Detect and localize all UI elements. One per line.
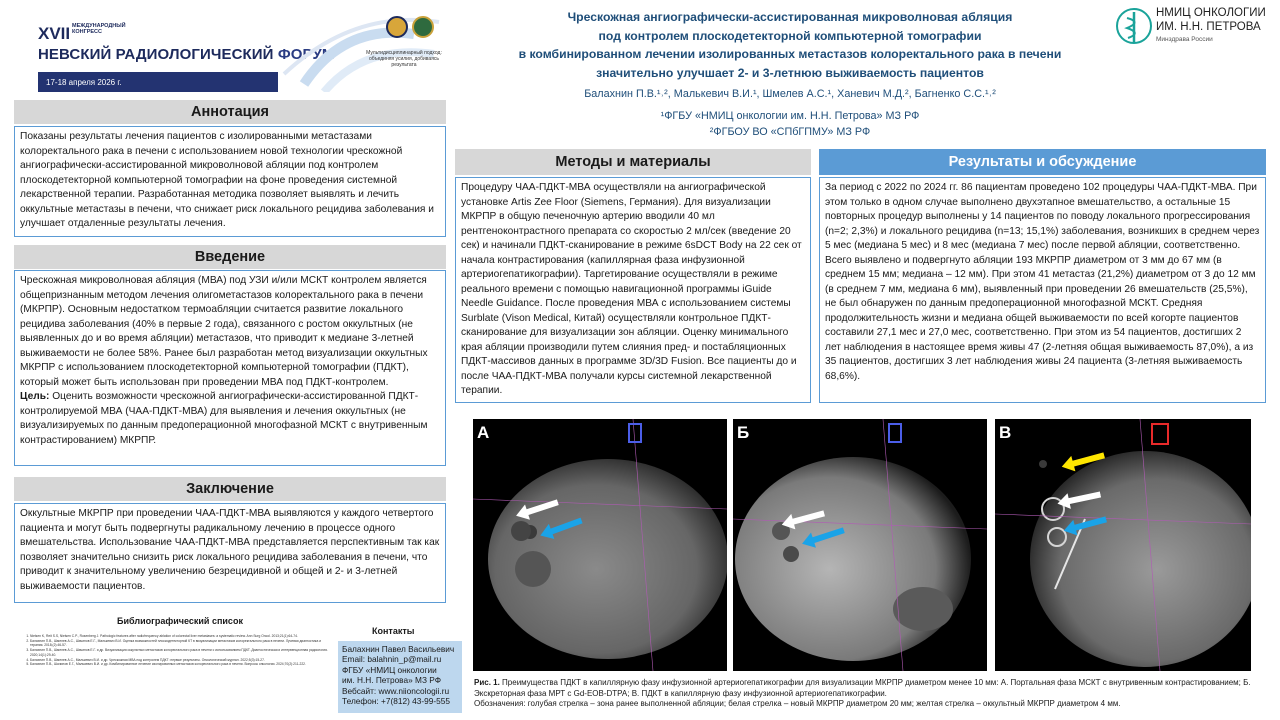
title-line: Чрескожная ангиографически-ассистированная микроволновая абляция [567, 10, 1013, 24]
contact-org-line1: ФГБУ «НМИЦ онкологии [342, 664, 437, 675]
logo-line-3: Минздрава России [1156, 36, 1213, 43]
figure-panel-b [733, 419, 987, 671]
goal-text: Оценить возможности чрескожной ангиографически-ассистированной ПДКТ-контролируемой МВА (ЧАА-ПДКТ-МВА) для выявления и лечения оккультных (не визуализируемых по данным предоперационной многофазной МСКТ с внутривенным контрастированием) МКРПР. [20, 391, 428, 446]
congress-banner [14, 10, 446, 92]
bibliography-item: 5. Балахнин П.В., Шачинов Е.Г., Малькевич В.И. и др. Комбинированное лечение изолированных метастазов колоректального рака в печени. Вопросы онкологии. 2024;70(2):211-222. [30, 662, 332, 667]
congress-number: XVII [38, 24, 71, 43]
annotation-text: Показаны результаты лечения пациентов с изолированными метастазами колоректального рака в печени с использованием новой технологии чрескожной ангиографически-ассистированной микроволновой абляции под контролем плоскодетекторной компьютерной томографии на фоне проведения системной лекарственной терапии. Разработанная методика позволяет выявлять и лечить оккультные метастазы в печени, что снижает риск локального рецидива заболевания и улучшает отдаленные результаты лечения. [14, 126, 446, 237]
intro-text: Чрескожная микроволновая абляция (МВА) под УЗИ и/или МСКТ контролем является общепризнанным методом лечения олигометастазов колоректального рака в печени (МКРПР). Основным недостатком термоабляции считается развитие локального рецидива заболевания (40% в первые 2 года), связанного с ростом оккультных (не выявленных до и во время абляции) метастазов, что приводит к медиане 3-летней выживаемости не более 58%. Ранее был разработан метод визуализации оккультных МКРПР с использованием плоскодетекторной компьютерной томографии (ПДКТ), который может быть использован при проведении МВА под ПДКТ-контролем. [20, 275, 428, 388]
intro-heading: Введение [14, 245, 446, 269]
congress-date: 17-18 апреля 2026 г. [38, 72, 278, 92]
panel-label-c: В [999, 423, 1012, 442]
bibliography-item: 4. Балахнин П.В., Шмелев А.С., Малькевич В.И. и др. Чрескожная МВА под контролем ПДКТ: первые результаты. Онкологический журнал. 2022;5(3):15-27. [30, 658, 332, 663]
institute-logo [1112, 4, 1280, 46]
figure-panel-c [995, 419, 1251, 671]
bibliography-list [20, 634, 332, 667]
contact-org-line2: им. Н.Н. Петрова» МЗ РФ [342, 675, 442, 686]
results-text: За период с 2022 по 2024 гг. 86 пациентам проведено 102 процедуры ЧАА-ПДКТ-МВА. При этом только в одном случае выполнено двухэтапное вмешательство, а остальные 15 повторных процедур выполнены у 14 пациентов по поводу локального прогрессирования (n=2; 2,3%) и локального рецидива (n=13; 15,1%) заболевания, возникших в среднем через 5 мес (медиана 5 мес) и 8 мес (медиана 7 мес) после первой абляции, соответственно. Всего выявлено и подвергнуто абляции 193 МКРПР диаметром от 3 мм до 67 мм (в среднем 15 мм; медиана – 12 мм). При этом 41 метастаз (21,2%) диаметром от 3 до 12 мм (в среднем 7 мм, медиана 6 мм), выявленный при проведении 26 вмешательств (25,5%), не был обнаружен по данным предоперационной многофазной МСКТ. Средняя продолжительность жизни и медиана общей выживаемости по всей когорте пациентов составили 27,1 мес и 27,0 мес, соответственно. При этом из 54 пациентов, достигших 2 лет наблюдения в настоящее время живы 47 (2-летняя общая выживаемость 87,0%), а из 35 пациентов, достигших 3 лет наблюдения живы 24 пациента (3-летняя выживаемость 68,6%). [819, 177, 1266, 403]
panel-label-a: А [477, 423, 490, 442]
society-seal-icon [412, 16, 434, 38]
cube-orientation-icon [888, 423, 902, 443]
forum-title-part2: ФОРУМ [277, 46, 335, 63]
contacts-heading: Контакты [372, 626, 415, 636]
contact-website[interactable]: Вебсайт: www.niioncologii.ru [342, 685, 450, 696]
intro-text-box [14, 270, 446, 466]
caduceus-icon [1116, 6, 1152, 46]
caption-prefix: Рис. 1. [474, 678, 500, 687]
ct-liver-image [473, 419, 727, 671]
logo-line-2: ИМ. Н.Н. ПЕТРОВА [1156, 21, 1261, 33]
bibliography-item: 2. Балахнин П.В., Шмелев А.С., Шачинов Е.Г., Малькевич В.И. Оценка возможностей плоскодетекторной КТ в визуализации метастазов колоректального рака в печени. Лучевая диагностика и терапия. 2018;(2):46-57. [30, 639, 332, 648]
panel-label-b: Б [737, 423, 750, 442]
goal-label: Цель: [20, 391, 50, 402]
bibliography-item: 3. Балахнин П.В., Шмелев А.С., Шачинов Е.Г. и др. Визуализация оккультных метастазов колоректального рака в печени с использованием ПДКТ. Диагностическая и интервенционная радиология. 2020;14(1):29-40. [30, 648, 332, 657]
poster-title [460, 8, 1120, 82]
congress-seal-icon [386, 16, 408, 38]
figure-panel-a [473, 419, 727, 671]
title-line: значительно улучшает 2- и 3-летнюю выживаемость пациентов [596, 65, 984, 80]
figure-caption [474, 678, 1264, 710]
authors: Балахнин П.В.¹˒², Малькевич В.И.¹, Шмелев А.С.¹, Ханевич М.Д.², Багненко С.С.¹˒² [584, 88, 996, 100]
results-heading: Результаты и обсуждение [819, 149, 1266, 175]
logo-line-1: НМИЦ ОНКОЛОГИИ [1156, 7, 1266, 19]
affiliation-2: ²ФГБОУ ВО «СПбГПМУ» МЗ РФ [709, 126, 871, 138]
annotation-heading: Аннотация [14, 100, 446, 124]
congress-subtitle: МЕЖДУНАРОДНЫЙ КОНГРЕСС [72, 23, 126, 35]
cube-orientation-icon [1151, 423, 1169, 445]
contact-name: Балахнин Павел Васильевич [342, 644, 455, 654]
affiliations [460, 108, 1120, 140]
forum-title-part1: НЕВСКИЙ РАДИОЛОГИЧЕСКИЙ [38, 46, 274, 63]
conclusion-heading: Заключение [14, 477, 446, 501]
caption-text: Преимущества ПДКТ в капиллярную фазу инфузионной артериогепатикографии для визуализации МКРПР диаметром менее 10 мм: А. Портальная фаза МСКТ с внутривенным контрастированием; Б. Экскреторная фаза МРТ с Gd-EOB-DTPA; В. ПДКТ в капиллярную фазу инфузионной артериогепатикографии. [474, 678, 1251, 698]
affiliation-1: ¹ФГБУ «НМИЦ онкологии им. Н.Н. Петрова» МЗ РФ [660, 110, 920, 122]
bibliography-item: 1. Nielsen K, Reit S.S, Nielsen C.P., Rosenberg J. Pathologic features after radiofrequency ablation of colorectal liver metastases: a systematic review. Ann Surg Oncol. 2013;21(1):64-74. [30, 634, 332, 639]
mri-liver-image [733, 419, 987, 671]
congress-slogan: Мультидисциплинарный подход: объединяя усилия, добиваясь результата [366, 50, 442, 68]
contact-email[interactable]: Email: balahnin_p@mail.ru [342, 654, 442, 665]
contacts-box [338, 641, 462, 713]
title-line: под контролем плоскодетекторной компьютерной томографии [598, 28, 982, 43]
contact-phone: Телефон: +7(812) 43-99-555 [342, 696, 450, 707]
pdct-liver-image [995, 419, 1251, 671]
methods-text: Процедуру ЧАА-ПДКТ-МВА осуществляли на ангиографической установке Artis Zee Floor (Siemens, Германия). Для визуализации МКРПР в общую печеночную артерию вводили 40 мл рентгеноконтрастного препарата со скоростью 2 мл/сек (введение 20 сек) и начинали ПДКТ-сканирование в режиме 6sDCT Body на 22 сек от начала контрастирования (капиллярная фаза инфузионной артериогепатикографии). Таргетирование осуществляли в режиме реального времени с помощью навигационной программы iGuide Needle Guidance. После проведения МВА с использованием системы Surblate (Vison Medical, Китай) осуществляли контрольное ПДКТ-сканирование для визуализации зон абляции. Оценку минимального края абляции производили путем слияния пред- и постабляционных ПДКТ-массивов данных в программе 3D/3D Fusion. Все пациенты до и после ЧАА-ПДКТ-МВА получали курсы системной лекарственной терапии. [455, 177, 811, 403]
methods-heading: Методы и материалы [455, 149, 811, 175]
bibliography-heading: Библиографический список [117, 616, 243, 626]
title-line: в комбинированном лечении изолированных метастазов колоректального рака в печени [518, 47, 1062, 61]
cube-orientation-icon [628, 423, 642, 443]
caption-legend: Обозначения: голубая стрелка – зона ранее выполненной абляции; белая стрелка – новый МКРПР диаметром 20 мм; желтая стрелка – оккультный МКРПР диаметром 4 мм. [474, 699, 1121, 708]
conclusion-text: Оккультные МКРПР при проведении ЧАА-ПДКТ-МВА выявляются у каждого четвертого пациента и могут быть подвергнуты радикальному лечению в процессе одного вмешательства. Использование ЧАА-ПДКТ-МВА представляется перспективным так как позволяет значительно снизить риск локального рецидива заболевания в печени, что приводит к значительному увеличению безрецидивной и общей и 2- и 3-летней выживаемости пациентов. [14, 503, 446, 603]
